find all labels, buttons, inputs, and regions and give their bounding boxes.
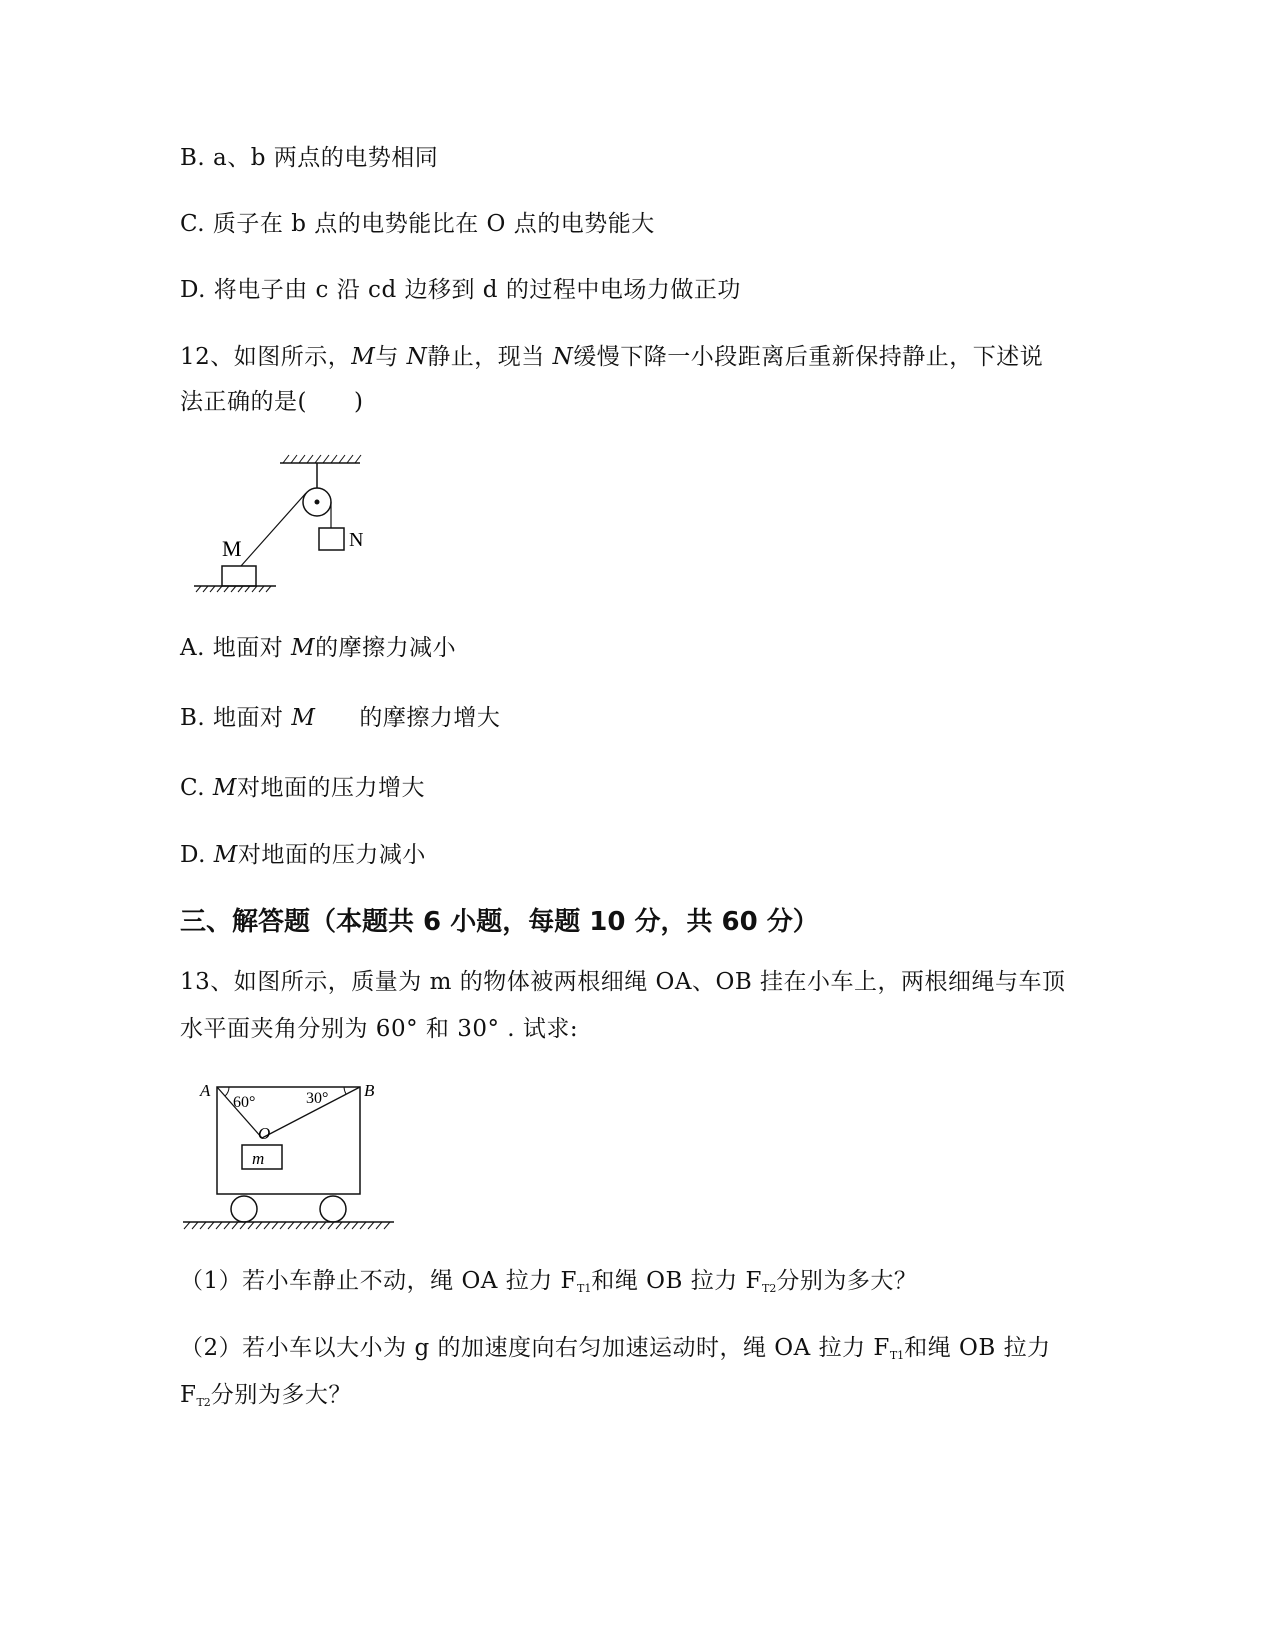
option-b-q11: B. a、b 两点的电势相同: [180, 145, 439, 171]
option-b-q12: B. 地面对 M 的摩擦力增大: [180, 705, 501, 731]
angle-30: 30°: [306, 1090, 329, 1107]
q13-cart-figure: [178, 1076, 403, 1236]
q12-stem-line2: 法正确的是( ): [180, 389, 364, 415]
label-mass: m: [252, 1149, 265, 1168]
q12-pulley-figure: [186, 448, 376, 598]
angle-60: 60°: [233, 1094, 256, 1111]
q13-stem-line2: 水平面夹角分别为 60° 和 30° . 试求:: [180, 1016, 579, 1042]
q13-part2-line2: $F_{T2}$分别为多大？: [180, 1382, 352, 1409]
section-heading: 三、解答题（本题共 6 小题，每题 10 分，共 60 分）: [180, 907, 819, 937]
q12-stem-line1: 12、如图所示，M与 N静止，现当 N缓慢下降一小段距离后重新保持静止，下述说: [180, 344, 1044, 370]
option-c-q12: C. M对地面的压力增大: [180, 775, 425, 801]
label-a: A: [200, 1081, 211, 1100]
label-b: B: [364, 1081, 375, 1100]
q13-part2-line1: （2）若小车以大小为 g 的加速度向右匀加速运动时，绳 OA 拉力 $F_{T1}$和绳 OB 拉力: [180, 1335, 1051, 1362]
q13-stem-line1: 13、如图所示，质量为 m 的物体被两根细绳 OA、OB 挂在小车上，两根细绳与车顶: [180, 969, 1066, 995]
q13-part1: （1）若小车静止不动，绳 OA 拉力 $F_{T1}$和绳 OB 拉力 $F_{T2}$分别为多大？: [180, 1268, 918, 1295]
option-d-q12: D. M对地面的压力减小: [180, 842, 426, 868]
label-o: O: [258, 1124, 271, 1143]
label-m: M: [222, 536, 242, 561]
label-n: N: [349, 529, 364, 551]
option-a-q12: A. 地面对 M的摩擦力减小: [180, 635, 457, 661]
option-c-q11: C. 质子在 b 点的电势能比在 O 点的电势能大: [180, 211, 655, 237]
option-d-q11: D. 将电子由 c 沿 cd 边移到 d 的过程中电场力做正功: [180, 277, 741, 303]
